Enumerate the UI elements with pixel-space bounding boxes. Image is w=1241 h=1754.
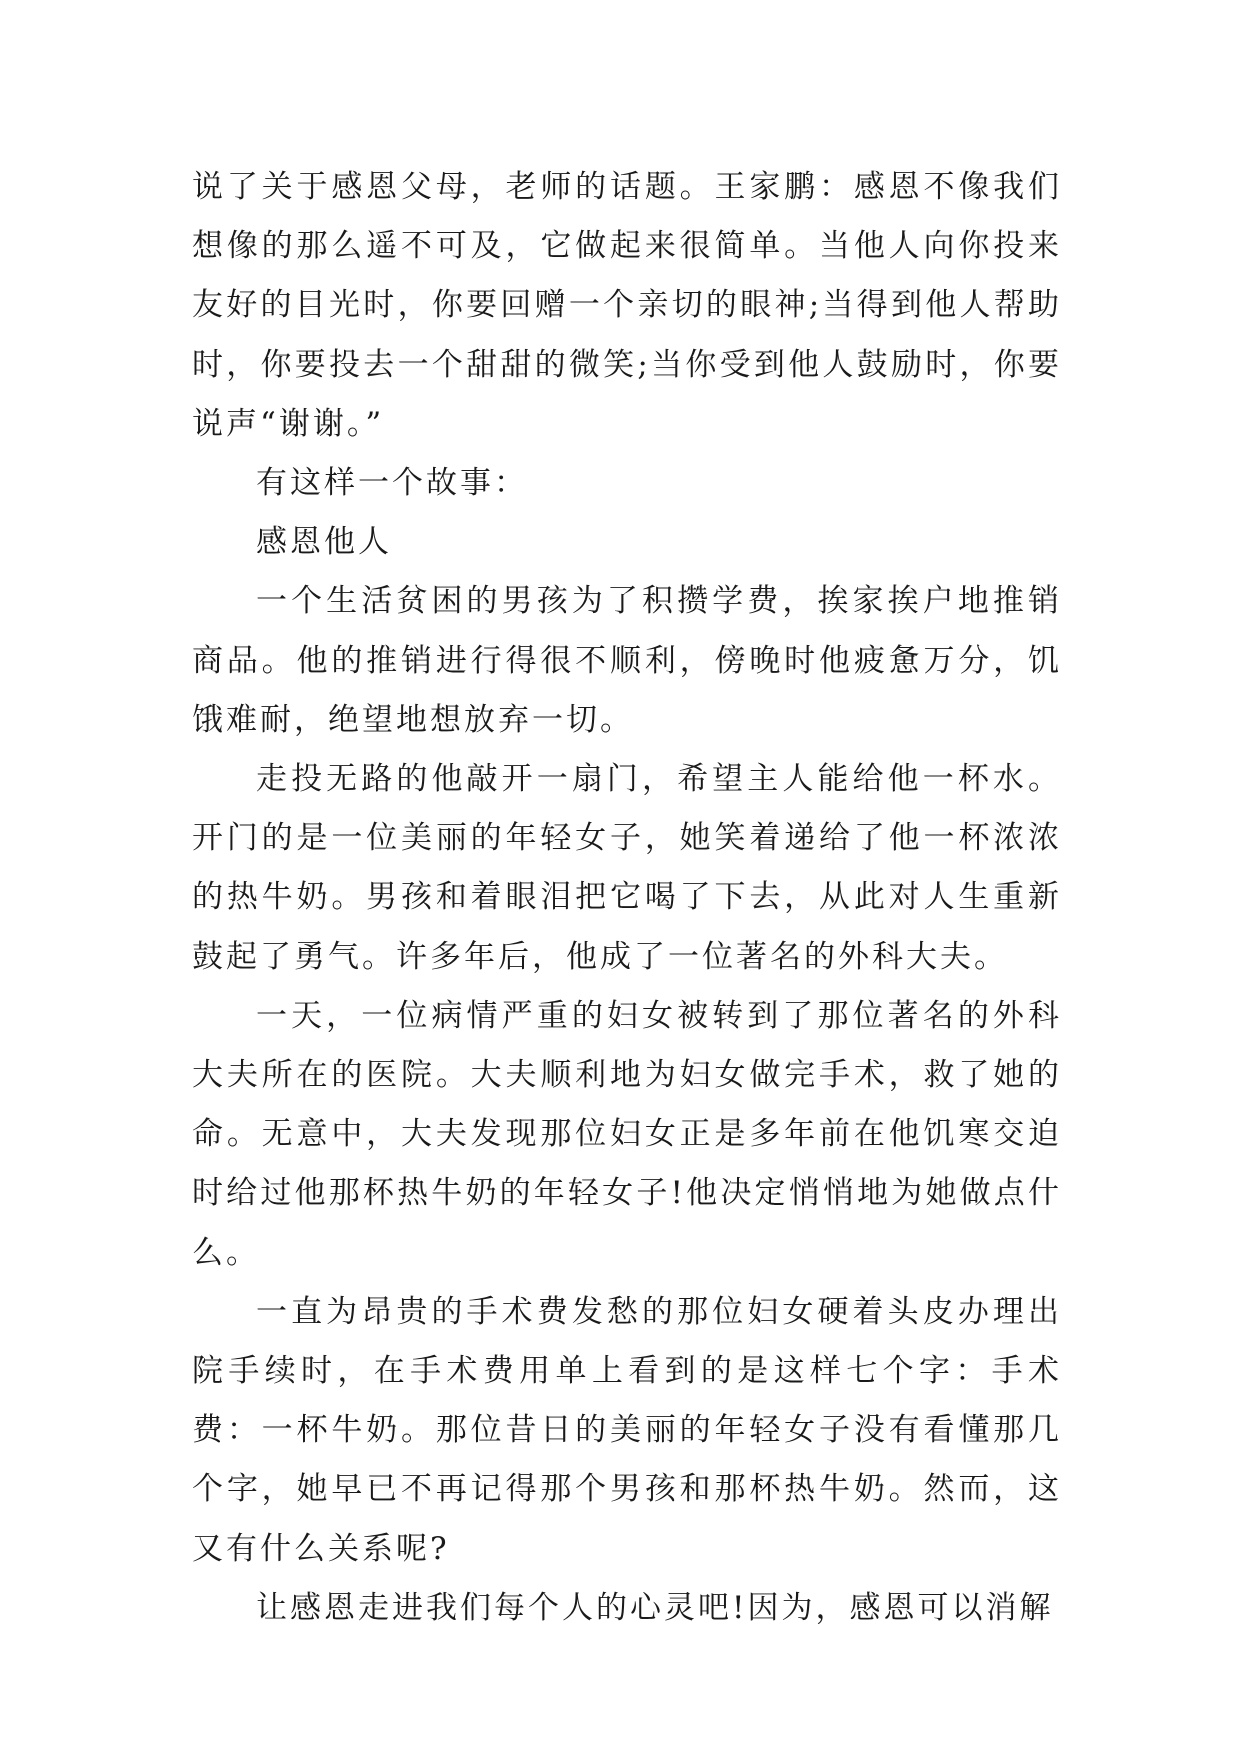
paragraph-closing: 让感恩走进我们每个人的心灵吧!因为，感恩可以消解 — [256, 1589, 1054, 1626]
paragraph-continuation: 说了关于感恩父母，老师的话题。王家鹏：感恩不像我们想像的那么遥不可及，它做起来很简单。当他人向你投来友好的目光时，你要回赠一个亲切的眼神;当得到他人帮助时，你要投去一个甜甜的微笑;当你受到他人鼓励时，你要说声“谢谢。” — [192, 169, 1062, 442]
paragraph: 走投无路的他敲开一扇门，希望主人能给他一杯水。开门的是一位美丽的年轻女子，她笑着递给了他一杯浓浓的热牛奶。男孩和着眼泪把它喝了下去，从此对人生重新鼓起了勇气。许多年后，他成了一位著名的外科大夫。 — [192, 761, 1062, 975]
paragraph: 一个生活贫困的男孩为了积攒学费，挨家挨户地推销商品。他的推销进行得很不顺利，傍晚时他疲惫万分，饥饿难耐，绝望地想放弃一切。 — [192, 583, 1062, 738]
paragraph: 一直为昂贵的手术费发愁的那位妇女硬着头皮办理出院手续时，在手术费用单上看到的是这样七个字：手术费：一杯牛奶。那位昔日的美丽的年轻女子没有看懂那几个字，她早已不再记得那个男孩和那杯热牛奶。然而，这又有什么关系呢? — [192, 1293, 1062, 1567]
paragraph: 一天，一位病情严重的妇女被转到了那位著名的外科大夫所在的医院。大夫顺利地为妇女做完手术，救了她的命。无意中，大夫发现那位妇女正是多年前在他饥寒交迫时给过他那杯热牛奶的年轻女子!他决定悄悄地为她做点什么。 — [192, 997, 1062, 1271]
paragraph-story-intro: 有这样一个故事： — [256, 465, 528, 502]
paragraph-story-title: 感恩他人 — [256, 524, 392, 561]
document-body — [192, 158, 1062, 1638]
